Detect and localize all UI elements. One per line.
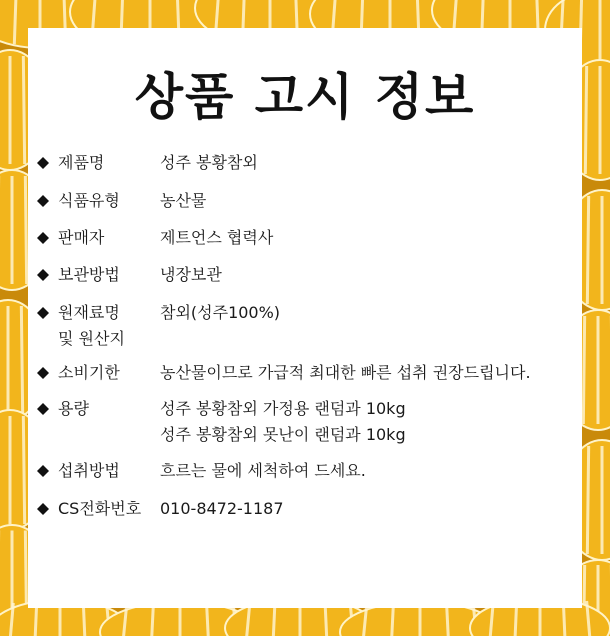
info-label: CS전화번호 <box>58 499 142 518</box>
info-label: 섭취방법 <box>58 461 120 480</box>
info-label: 제품명 <box>58 153 105 172</box>
info-label: 소비기한 <box>58 363 120 382</box>
info-label: 식품유형 <box>58 191 120 210</box>
info-value: 성주 봉황참외 <box>160 153 258 172</box>
info-row-how-to-eat <box>36 458 366 484</box>
info-row-expiry <box>36 360 531 386</box>
diamond-bullet-icon <box>36 360 50 386</box>
info-row-food-type <box>36 188 206 214</box>
diamond-bullet-icon <box>36 396 50 422</box>
diamond-bullet-icon <box>36 496 50 522</box>
info-value: 농산물이므로 가급적 최대한 빠른 섭취 권장드립니다. <box>160 363 531 382</box>
info-value: 성주 봉황참외 가정용 랜덤과 10kg 성주 봉황참외 못난이 랜덤과 10kg <box>160 399 406 444</box>
diamond-bullet-icon <box>36 150 50 176</box>
diamond-bullet-icon <box>36 458 50 484</box>
info-label: 판매자 <box>58 228 105 247</box>
info-value: 흐르는 물에 세척하여 드세요. <box>160 461 366 480</box>
diamond-bullet-icon <box>36 225 50 251</box>
info-row-capacity <box>36 396 406 448</box>
info-value: 제트언스 협력사 <box>160 228 274 247</box>
info-value: 010-8472-1187 <box>160 499 284 518</box>
info-row-product-name <box>36 150 258 176</box>
info-row-seller <box>36 225 273 251</box>
info-row-cs-phone <box>36 496 284 522</box>
page-title: 상품 고시 정보 <box>134 68 476 126</box>
info-label: 보관방법 <box>58 265 120 284</box>
diamond-bullet-icon <box>36 262 50 288</box>
info-value: 농산물 <box>160 191 207 210</box>
info-label: 용량 <box>58 399 89 418</box>
diamond-bullet-icon <box>36 188 50 214</box>
info-row-ingredients-origin <box>36 300 280 352</box>
info-value: 참외(성주100%) <box>160 303 281 322</box>
info-label: 원재료명 및 원산지 <box>58 303 125 348</box>
diamond-bullet-icon <box>36 300 50 326</box>
info-row-storage <box>36 262 222 288</box>
info-value: 냉장보관 <box>160 265 222 284</box>
